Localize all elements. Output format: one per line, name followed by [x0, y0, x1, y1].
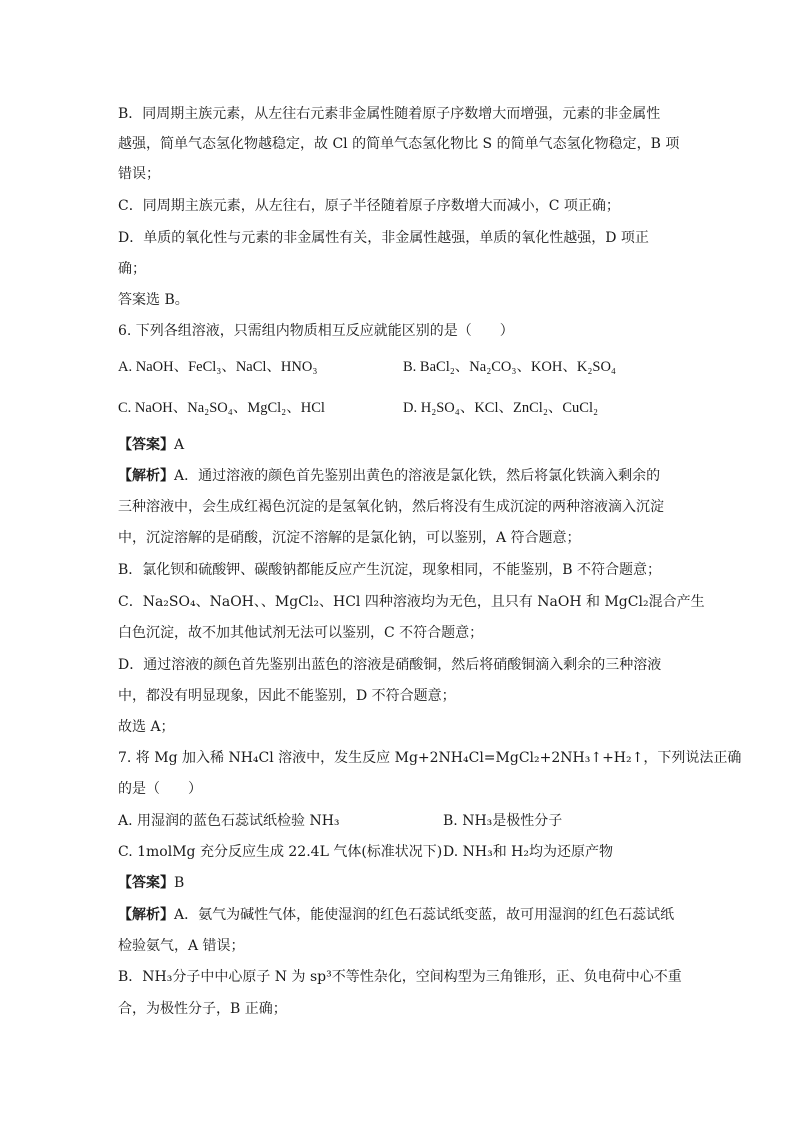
q6-option-d: D. H₂SO₄、KCl、ZnCl₂、CuCl₂: [403, 400, 599, 416]
q7-option-a: A. 用湿润的蓝色石蕊试纸检验 NH₃: [118, 813, 340, 829]
q7-analysis-a1: [118, 905, 674, 925]
q6-analysis-a3: 中，沉淀溶解的是硝酸，沉淀不溶解的是氯化钠，可以鉴别，A 符合题意；: [118, 530, 581, 546]
q6-option-c: C. NaOH、Na₂SO₄、MgCl₂、HCl: [118, 400, 325, 416]
prev-b-line3: 错误；: [118, 166, 160, 182]
prev-d-line2: 确；: [118, 261, 146, 277]
prev-b-line1: B．同周期主族元素，从左往右元素非金属性随着原子序数增大而增强，元素的非金属性: [118, 106, 661, 122]
q6-answer-tag: 【答案】: [118, 437, 174, 453]
prev-c-line1: C．同周期主族元素，从左往右，原子半径随着原子序数增大而减小，C 项正确；: [118, 198, 620, 214]
q6-analysis-a2: 三种溶液中，会生成红褐色沉淀的是氢氧化钠，然后将没有生成沉淀的两种溶液滴入沉淀: [118, 499, 664, 515]
q7-analysis-a2: 检验氨气，A 错误；: [118, 938, 245, 954]
q7-analysis-tag: 【解析】: [118, 907, 174, 923]
q6-analysis-d1: D．通过溶液的颜色首先鉴别出蓝色的溶液是硝酸铜，然后将硝酸铜滴入剩余的三种溶液: [118, 657, 662, 673]
prev-b-line2: 越强，简单气态氢化物越稳定，故 Cl 的简单气态氢化物比 S 的简单气态氢化物稳定，B 项: [118, 136, 680, 152]
q7-answer-row: [118, 873, 184, 893]
q6-analysis-c1: C．Na₂SO₄、NaOH、、MgCl₂、HCl 四种溶液均为无色，且只有 NaOH 和 MgCl₂混合产生: [118, 594, 705, 610]
q7-analysis-b1: B．NH₃分子中中心原子 N 为 sp³不等性杂化，空间构型为三角锥形，正、负电荷中心不重: [118, 969, 682, 985]
q7-option-b: B. NH₃是极性分子: [443, 813, 563, 829]
q7-option-c: C. 1molMg 充分反应生成 22.4L 气体(标准状况下): [118, 844, 443, 860]
q6-answer: A: [174, 437, 185, 453]
q6-analysis-a1: [118, 466, 660, 486]
q6-option-a: A. NaOH、FeCl₃、NaCl、HNO₃: [118, 359, 318, 375]
q6-option-b: B. BaCl₂、Na₂CO₃、KOH、K₂SO₄: [403, 359, 616, 375]
q7-stem-line2: 的是（ ）: [118, 781, 202, 797]
q6-analysis-c2: 白色沉淀，故不加其他试剂无法可以鉴别，C 不符合题意；: [118, 625, 484, 641]
q7-stem-line1: 7. 将 Mg 加入稀 NH₄Cl 溶液中，发生反应 Mg+2NH₄Cl=MgCl₂+2NH₃↑+H₂↑，下列说法正确: [118, 750, 742, 766]
q7-answer-tag: 【答案】: [118, 875, 174, 891]
q6-analysis-tag: 【解析】: [118, 468, 174, 484]
prev-answer: 答案选 B。: [118, 292, 189, 308]
q7-option-d: D. NH₃和 H₂均为还原产物: [443, 844, 613, 860]
q7-answer: B: [174, 875, 185, 891]
q6-analysis-b1: B．氯化钡和硫酸钾、碳酸钠都能反应产生沉淀，现象相同，不能鉴别，B 不符合题意；: [118, 562, 662, 578]
q7-analysis-b2: 合，为极性分子，B 正确；: [118, 1001, 287, 1017]
q7-analysis-a1-text: A．氨气为碱性气体，能使湿润的红色石蕊试纸变蓝，故可用湿润的红色石蕊试纸: [174, 907, 675, 923]
q6-stem: 6. 下列各组溶液，只需组内物质相互反应就能区别的是（ ）: [118, 323, 514, 339]
q6-analysis-a1-text: A．通过溶液的颜色首先鉴别出黄色的溶液是氯化铁，然后将氯化铁滴入剩余的: [174, 468, 661, 484]
q6-answer-row: [118, 435, 184, 455]
q6-final: 故选 A；: [118, 719, 175, 735]
q6-analysis-d2: 中，都没有明显现象，因此不能鉴别，D 不符合题意；: [118, 688, 456, 704]
prev-d-line1: D．单质的氧化性与元素的非金属性有关，非金属性越强，单质的氧化性越强，D 项正: [118, 230, 649, 246]
